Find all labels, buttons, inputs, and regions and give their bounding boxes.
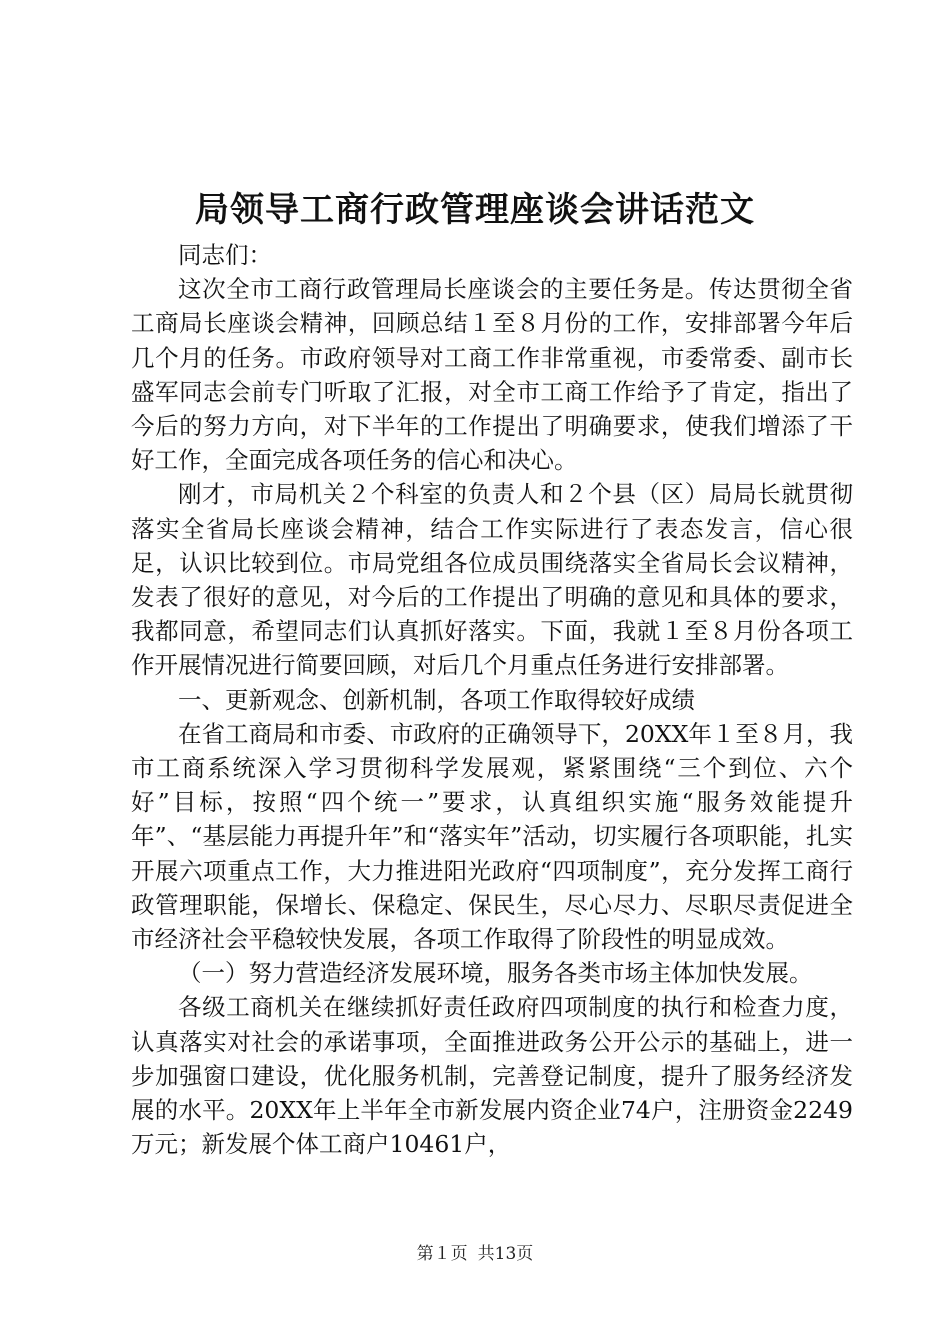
paragraph-intro: 这次全市工商行政管理局长座谈会的主要任务是。传达贯彻全省工商局长座谈会精神，回顾总结１至８月份的工作，安排部署今年后几个月的任务。市政府领导对工商工作非常重视，市委常委、副市长盛军同志会前专门听取了汇报，对全市工商工作给予了肯定，指出了今后的努力方向，对下半年的工作提出了明确要求，使我们增添了干好工作，全面完成各项任务的信心和决心。	[131, 275, 853, 475]
page-footer	[0, 1242, 950, 1266]
paragraph-achievements: 在省工商局和市委、市政府的正确领导下，20XX年１至８月，我市工商系统深入学习贯彻科学发展观，紧紧围绕“三个到位、六个好”目标，按照“四个统一”要求，认真组织实施“服务效能提升年”、“基层能力再提升年”和“落实年”活动，切实履行各项职能，扎实开展六项重点工作，大力推进阳光政府“四项制度”，充分发挥工商行政管理职能，保增长、保稳定、保民生，尽心尽力、尽职尽责促进全市经济社会平稳较快发展，各项工作取得了阶段性的明显成效。	[131, 719, 853, 954]
paragraph-statements: 刚才，市局机关２个科室的负责人和２个县（区）局局长就贯彻落实全省局长座谈会精神，结合工作实际进行了表态发言，信心很足，认识比较到位。市局党组各位成员围绕落实全省局长会议精神，发表了很好的意见，对今后的工作提出了明确的意见和具体的要求，我都同意，希望同志们认真抓好落实。下面，我就１至８月份各项工作开展情况进行简要回顾，对后几个月重点任务进行安排部署。	[131, 480, 853, 680]
document-body	[131, 238, 853, 1161]
page-total: 共13页	[477, 1244, 534, 1264]
subsection-heading-1: （一）努力营造经济发展环境，服务各类市场主体加快发展。	[178, 959, 813, 988]
salutation: 同志们：	[178, 241, 272, 269]
section-heading-1: 一、更新观念、创新机制，各项工作取得较好成绩	[178, 685, 695, 714]
document-title: 局领导工商行政管理座谈会讲话范文	[195, 190, 755, 230]
page-number: 第１页	[416, 1244, 468, 1264]
paragraph-services: 各级工商机关在继续抓好责任政府四项制度的执行和检查力度，认真落实对社会的承诺事项，全面推进政务公开公示的基础上，进一步加强窗口建设，优化服务机制，完善登记制度，提升了服务经济发展的水平。20XX年上半年全市新发展内资企业74户，注册资金2249万元；新发展个体工商户10461户，	[131, 993, 853, 1159]
